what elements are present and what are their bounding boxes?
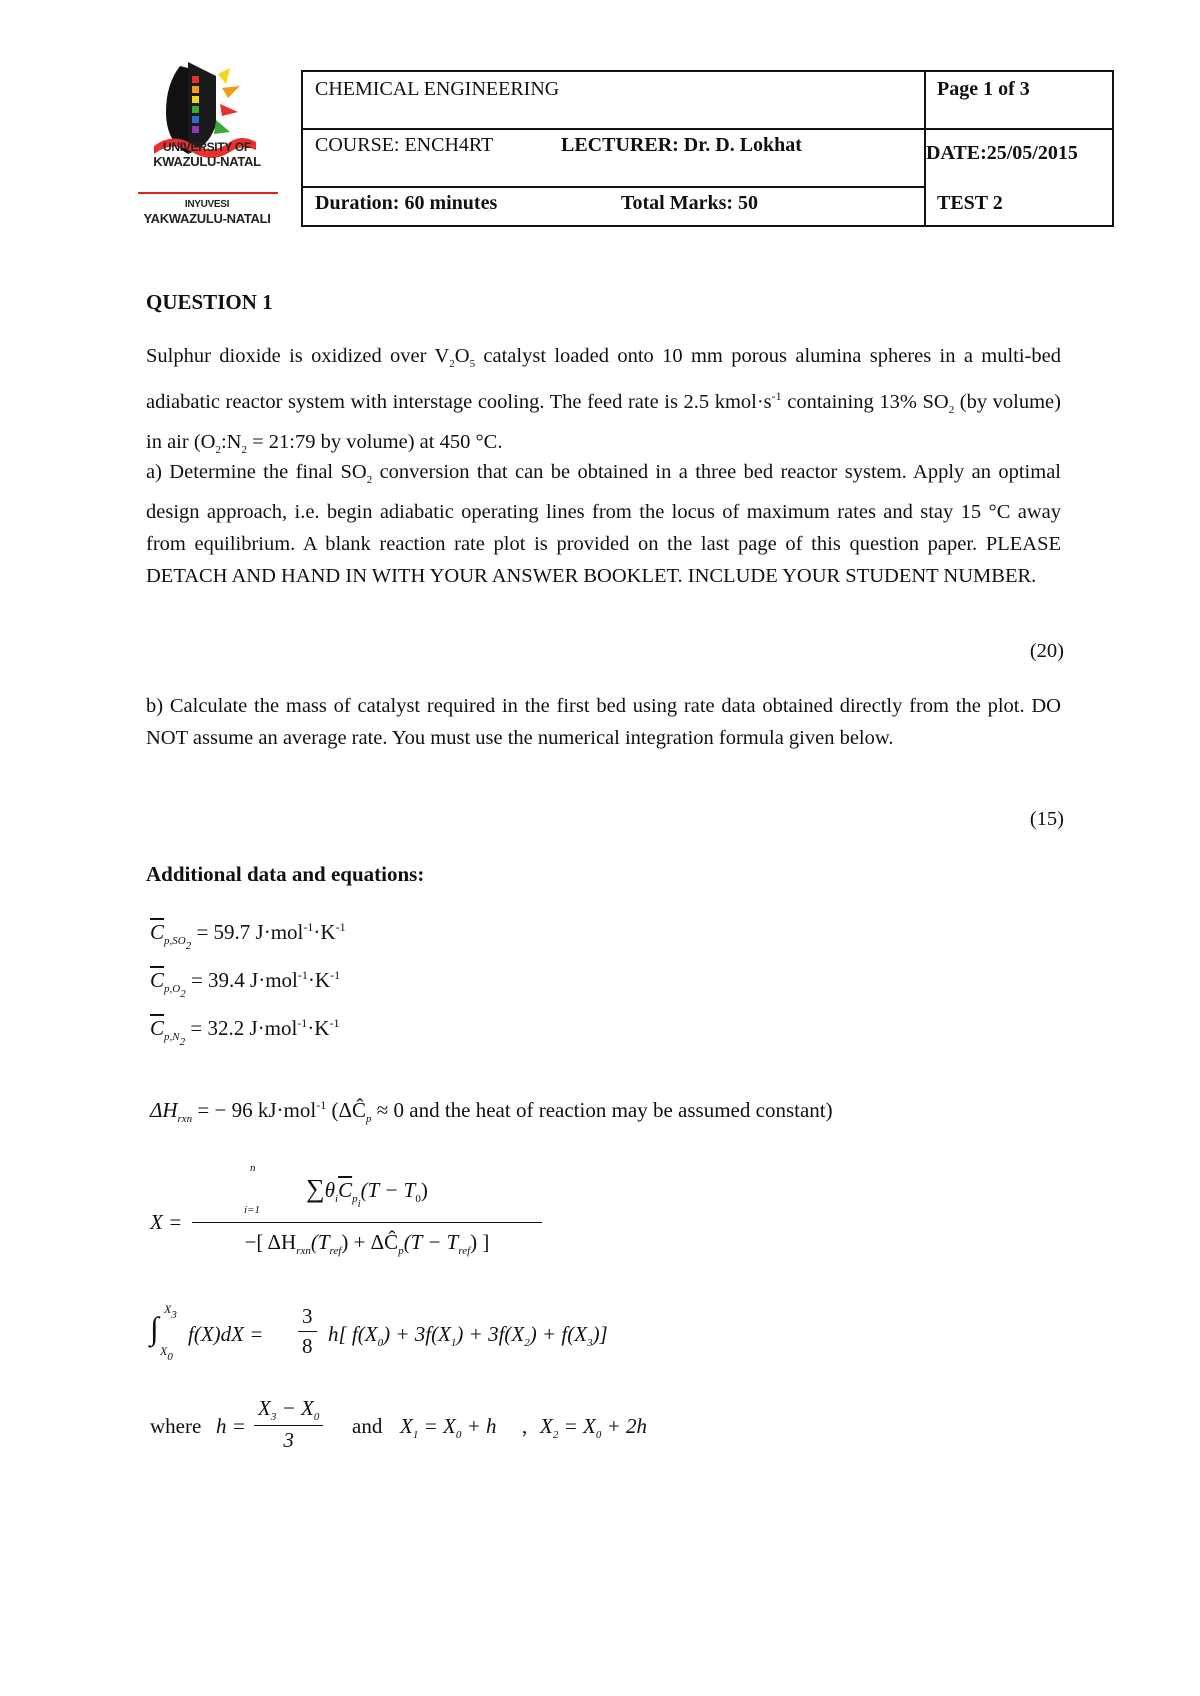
date-label: DATE:25/05/2015 (926, 142, 1078, 164)
test-label: TEST 2 (937, 192, 1003, 214)
simpson-integral-equation: ∫ $X_3$ $X_0$ f(X)dX = $\frac{3}{8}$ h[ $f(X_0) + 3f(X_1) + 3f(X_2) + f(X_3)$] (150, 1302, 608, 1363)
logo-line-1: UNIVERSITY OF (163, 140, 251, 154)
part-a-marks: (20) (1029, 640, 1064, 662)
duration-label: Duration: 60 minutes (315, 192, 498, 214)
step-size-definition: where h = $\frac{X_3 - X_0}{3}$ and $X_1 = X_0 + h$ , $X_2 = X_0 + 2h$ (150, 1396, 647, 1452)
lecturer-label: LECTURER: Dr. D. Lokhat (561, 134, 802, 156)
course-label: COURSE: ENCH4RT (315, 134, 494, 156)
conversion-denominator: −[ $\Delta H_{rxn}(T_{ref})$ + $\Delta Ĉ_p(T - T_{ref})$ ] (244, 1230, 490, 1257)
logo-line-4: YAKWAZULU-NATALI (143, 211, 271, 226)
cp-so2-equation: $\overline{C}_{p,SO_2} = 59.7$ $J\cdot mol^{-1}\cdot K^{-1}$ (150, 920, 346, 952)
total-marks-label: Total Marks: 50 (621, 192, 759, 214)
conversion-numerator: n $\sum\theta_i\overline{C}_{p_i}(T - T_0)$ i=1 (244, 1162, 428, 1216)
part-a-text: a) Determine the final $SO_2$ conversion that can be obtained in a three bed reactor system. Apply an optimal design approach, i.e. begin adiabatic operating lines from the locus of maximum rates and stay 15 °C away from equilibrium. A blank reaction rate plot is provided on the last page of this question paper. PLEASE DETACH AND HAND IN WITH YOUR ANSWER BOOKLET. INCLUDE YOUR STUDENT NUMBER. (146, 461, 1061, 587)
logo-line-2: KWAZULU-NATAL (153, 154, 261, 169)
header-divider-row-1 (303, 128, 1112, 130)
cp-n2-equation: $\overline{C}_{p,N_2} = 32.2$ $J\cdot mol^{-1}\cdot K^{-1}$ (150, 1016, 340, 1048)
conversion-equation: X = n $\sum\theta_i\overline{C}_{p_i}(T - T_0)$ i=1 −[ $\Delta H_{rxn}(T_{ref})$ + $\Delta Ĉ_p(T - T_{ref})$ ] (150, 1174, 550, 1274)
header-divider-row-2 (303, 186, 924, 188)
page-number: Page 1 of 3 (937, 78, 1030, 100)
heat-of-reaction-equation: $\Delta H_{rxn}$ = − 96 kJ·mol$^{-1}$ ($\Delta Ĉ_p \approx 0$ and the heat of reaction may be assumed constant) (150, 1098, 833, 1125)
question-intro: Sulphur dioxide is oxidized over $V_2O_5$ catalyst loaded onto 10 mm porous alumina spheres in a multi-bed adiabatic reactor system with interstage cooling. The feed rate is 2.5 $kmol\cdot s^{-1}$ containing 13% $SO_2$ (by volume) in air ($O_2:N_2$ = 21:79 by volume) at 450 °C. (146, 345, 1061, 456)
part-b-marks: (15) (1029, 808, 1064, 830)
logo-line-3: INYUVESI (184, 199, 230, 210)
additional-data-heading: Additional data and equations: (146, 862, 425, 886)
header-table (301, 70, 1114, 227)
conversion-fraction-bar (192, 1222, 542, 1223)
department-label: CHEMICAL ENGINEERING (315, 78, 560, 100)
logo-divider (138, 192, 278, 194)
cp-o2-equation: $\overline{C}_{p,O_2} = 39.4$ $J\cdot mol^{-1}\cdot K^{-1}$ (150, 968, 341, 1000)
part-b-text: b) Calculate the mass of catalyst required in the first bed using rate data obtained directly from the plot. DO NOT assume an average rate. You must use the numerical integration formula given below. (146, 695, 1061, 749)
university-logo (132, 54, 282, 230)
question-title: QUESTION 1 (146, 290, 273, 314)
